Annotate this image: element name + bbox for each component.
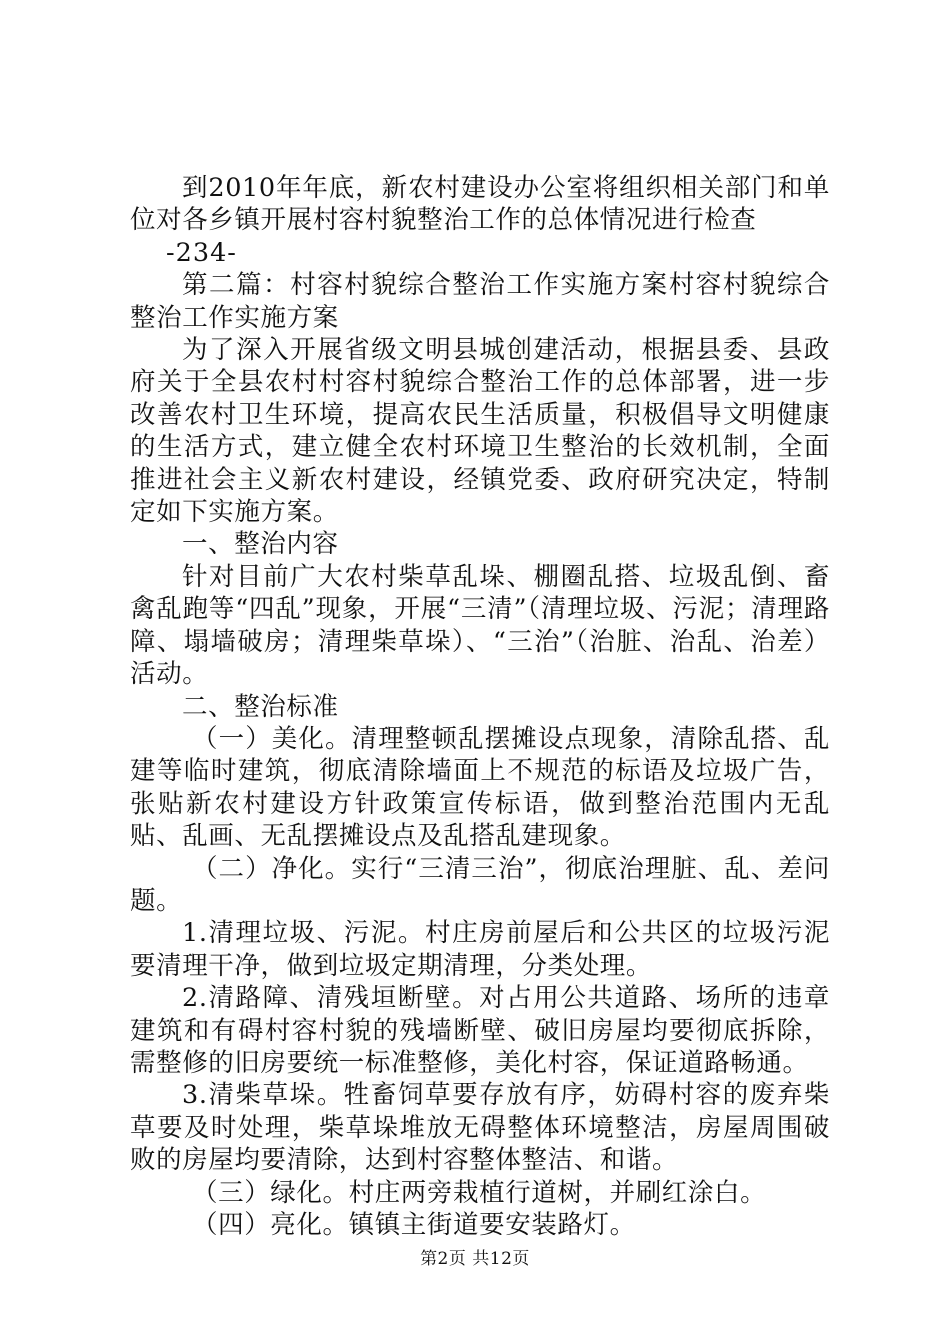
list-item-clear-haystacks: 3.清柴草垛。牲畜饲草要存放有序，妨碍村容的废弃柴草要及时处理，柴草垛堆放无碍整体环境整洁，房屋周围破败的房屋均要清除，达到村容整体整洁、和谐。 — [130, 1080, 830, 1176]
paragraph-beautify: （一）美化。清理整顿乱摆摊设点现象，清除乱搭、乱建等临时建筑，彻底清除墙面上不规范的标语及垃圾广告，张贴新农村建设方针政策宣传标语，做到整治范围内无乱贴、乱画、无乱摆摊设点及乱搭乱建现象。 — [130, 723, 830, 852]
chapter-title: 第二篇：村容村貌综合整治工作实施方案村容村貌综合整治工作实施方案 — [130, 270, 830, 333]
paragraph-content: 针对目前广大农村柴草乱垛、棚圈乱搭、垃圾乱倒、畜禽乱跑等“四乱”现象，开展“三清”（清理垃圾、污泥；清理路障、塌墙破房；清理柴草垛）、“三治”（治脏、治乱、治差）活动。 — [130, 561, 830, 690]
paragraph-greening: （三）绿化。村庄两旁栽植行道树，并刷红涂白。 — [192, 1177, 767, 1208]
paragraph-lighting: （四）亮化。镇镇主街道要安装路灯。 — [192, 1210, 636, 1240]
paragraph-inspection-note: 到2010年年底，新农村建设办公室将组织相关部门和单位对各乡镇开展村容村貌整治工作的总体情况进行检查 — [130, 173, 830, 236]
section-heading-standards: 二、整治标准 — [182, 691, 339, 722]
body-text — [130, 172, 830, 1241]
section-heading-content: 一、整治内容 — [182, 529, 339, 560]
inline-page-reference: -234- — [166, 237, 237, 268]
list-item-clear-obstacles: 2.清路障、清残垣断壁。对占用公共道路、场所的违章建筑和有碍村容村貌的残墙断壁、破旧房屋均要彻底拆除，需整修的旧房要统一标准整修，美化村容，保证道路畅通。 — [130, 983, 830, 1078]
paragraph-intro: 为了深入开展省级文明县城创建活动，根据县委、县政府关于全县农村村容村貌综合整治工作的总体部署，进一步改善农村卫生环境，提高农民生活质量，积极倡导文明健康的生活方式，建立健全农村环境卫生整治的长效机制，全面推进社会主义新农村建设，经镇党委、政府研究决定，特制定如下实施方案。 — [130, 335, 830, 528]
page-footer: 第2页 共12页 — [420, 1249, 530, 1269]
paragraph-purify: （二）净化。实行“三清三治”，彻底治理脏、乱、差问题。 — [130, 853, 830, 916]
list-item-clean-garbage: 1.清理垃圾、污泥。村庄房前屋后和公共区的垃圾污泥要清理干净，做到垃圾定期清理，分类处理。 — [130, 918, 830, 981]
